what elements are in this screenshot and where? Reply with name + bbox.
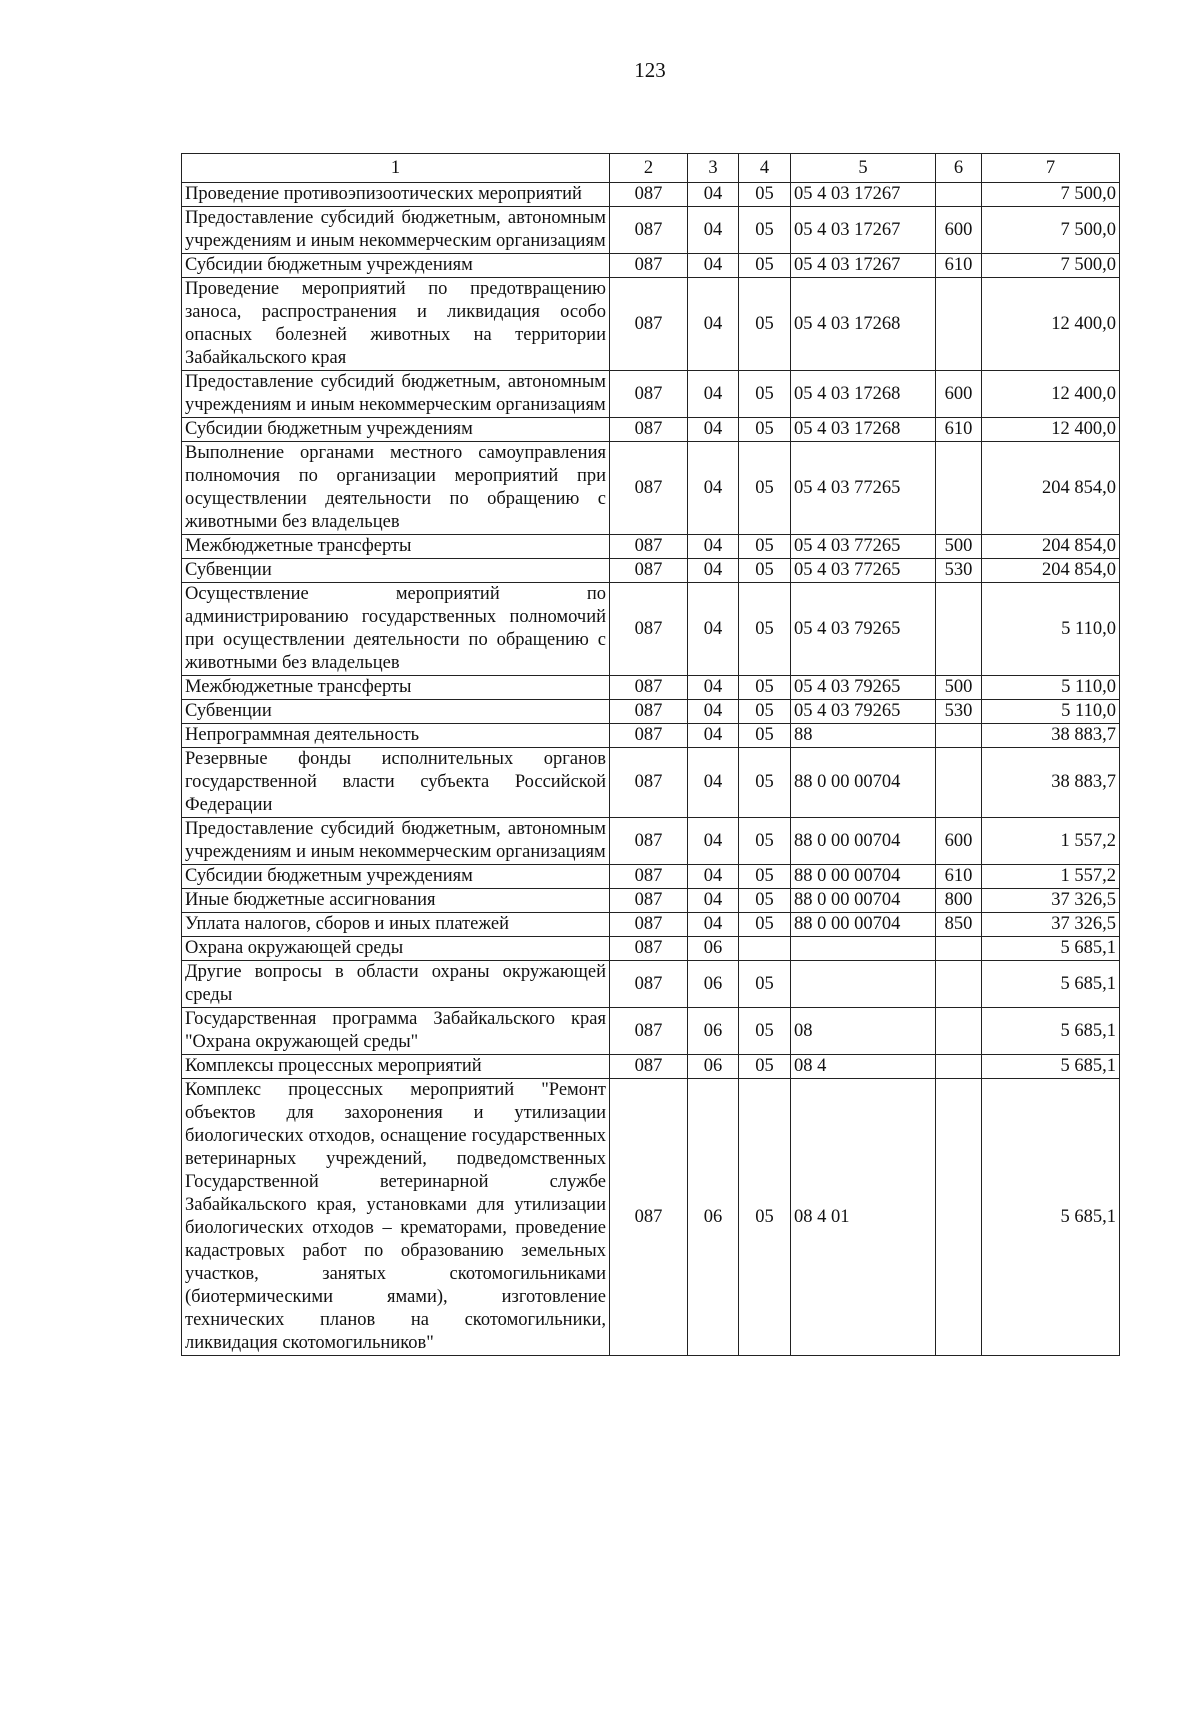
row-pr-code: 05: [739, 961, 791, 1008]
row-csr-code: 88: [791, 724, 936, 748]
row-pr-code: 05: [739, 1008, 791, 1055]
row-rz-code: 04: [688, 418, 739, 442]
row-vr-code: [936, 1008, 982, 1055]
row-csr-code: 05 4 03 17268: [791, 371, 936, 418]
row-vr-code: 610: [936, 865, 982, 889]
row-gr-code: 087: [610, 278, 688, 371]
row-csr-code: [791, 937, 936, 961]
row-pr-code: 05: [739, 371, 791, 418]
row-vr-code: 610: [936, 418, 982, 442]
table-row: [182, 183, 1120, 207]
row-csr-code: 05 4 03 77265: [791, 559, 936, 583]
row-vr-code: 530: [936, 700, 982, 724]
row-csr-code: 05 4 03 17267: [791, 254, 936, 278]
row-pr-code: 05: [739, 442, 791, 535]
row-vr-code: [936, 278, 982, 371]
row-csr-code: 05 4 03 17268: [791, 418, 936, 442]
row-gr-code: 087: [610, 676, 688, 700]
row-rz-code: 04: [688, 254, 739, 278]
row-rz-code: 06: [688, 1079, 739, 1356]
column-header: 3: [688, 154, 739, 183]
row-csr-code: 88 0 00 00704: [791, 865, 936, 889]
row-vr-code: [936, 724, 982, 748]
row-vr-code: [936, 583, 982, 676]
row-amount: 5 685,1: [982, 961, 1120, 1008]
row-amount: 37 326,5: [982, 913, 1120, 937]
table-row: [182, 442, 1120, 535]
row-rz-code: 04: [688, 371, 739, 418]
header-row: [182, 154, 1120, 183]
row-pr-code: 05: [739, 724, 791, 748]
row-rz-code: 04: [688, 583, 739, 676]
row-gr-code: 087: [610, 818, 688, 865]
row-name: Субсидии бюджетным учреждениям: [182, 418, 610, 442]
row-rz-code: 04: [688, 889, 739, 913]
row-amount: 7 500,0: [982, 254, 1120, 278]
column-header: 7: [982, 154, 1120, 183]
table-row: [182, 700, 1120, 724]
row-name: Межбюджетные трансферты: [182, 535, 610, 559]
row-csr-code: 88 0 00 00704: [791, 889, 936, 913]
row-name: Выполнение органами местного самоуправления полномочия по организации мероприятий при осуществлении деятельности по обращению с животными без владельцев: [182, 442, 610, 535]
row-amount: 5 685,1: [982, 1079, 1120, 1356]
row-csr-code: 05 4 03 79265: [791, 676, 936, 700]
row-csr-code: 88 0 00 00704: [791, 818, 936, 865]
table-row: [182, 889, 1120, 913]
row-name: Предоставление субсидий бюджетным, автономным учреждениям и иным некоммерческим организациям: [182, 207, 610, 254]
row-pr-code: 05: [739, 207, 791, 254]
page-number: 123: [634, 58, 666, 82]
row-pr-code: 05: [739, 535, 791, 559]
row-name: Государственная программа Забайкальского края "Охрана окружающей среды": [182, 1008, 610, 1055]
row-name: Субвенции: [182, 559, 610, 583]
row-amount: 5 685,1: [982, 937, 1120, 961]
row-pr-code: 05: [739, 913, 791, 937]
row-csr-code: 08: [791, 1008, 936, 1055]
row-vr-code: [936, 961, 982, 1008]
row-pr-code: 05: [739, 254, 791, 278]
row-rz-code: 06: [688, 1055, 739, 1079]
table-row: [182, 865, 1120, 889]
row-csr-code: 05 4 03 17267: [791, 207, 936, 254]
table-row: [182, 724, 1120, 748]
row-rz-code: 04: [688, 818, 739, 865]
table-row: [182, 254, 1120, 278]
row-amount: 5 110,0: [982, 676, 1120, 700]
table-row: [182, 961, 1120, 1008]
row-amount: 38 883,7: [982, 748, 1120, 818]
row-name: Иные бюджетные ассигнования: [182, 889, 610, 913]
row-name: Комплексы процессных мероприятий: [182, 1055, 610, 1079]
row-rz-code: 04: [688, 865, 739, 889]
row-rz-code: 04: [688, 724, 739, 748]
row-amount: 5 110,0: [982, 700, 1120, 724]
row-gr-code: 087: [610, 183, 688, 207]
row-amount: 204 854,0: [982, 535, 1120, 559]
row-gr-code: 087: [610, 1008, 688, 1055]
table-row: [182, 418, 1120, 442]
row-rz-code: 04: [688, 535, 739, 559]
table-row: [182, 371, 1120, 418]
table-row: [182, 818, 1120, 865]
table-row: [182, 676, 1120, 700]
row-csr-code: 05 4 03 79265: [791, 700, 936, 724]
row-name: Проведение мероприятий по предотвращению заноса, распространения и ликвидация особо опасных болезней животных на территории Забайкальского края: [182, 278, 610, 371]
budget-table: [181, 153, 1120, 1356]
row-csr-code: 08 4 01: [791, 1079, 936, 1356]
row-csr-code: 88 0 00 00704: [791, 748, 936, 818]
row-pr-code: 05: [739, 748, 791, 818]
column-header: 6: [936, 154, 982, 183]
row-name: Субсидии бюджетным учреждениям: [182, 865, 610, 889]
row-pr-code: 05: [739, 1079, 791, 1356]
row-pr-code: 05: [739, 278, 791, 371]
row-vr-code: 530: [936, 559, 982, 583]
row-rz-code: 04: [688, 559, 739, 583]
row-gr-code: 087: [610, 1055, 688, 1079]
row-name: Другие вопросы в области охраны окружающей среды: [182, 961, 610, 1008]
row-amount: 7 500,0: [982, 183, 1120, 207]
table-row: [182, 913, 1120, 937]
row-pr-code: 05: [739, 1055, 791, 1079]
row-amount: 37 326,5: [982, 889, 1120, 913]
row-gr-code: 087: [610, 961, 688, 1008]
row-gr-code: 087: [610, 865, 688, 889]
row-rz-code: 04: [688, 748, 739, 818]
row-csr-code: [791, 961, 936, 1008]
row-amount: 5 685,1: [982, 1008, 1120, 1055]
row-name: Охрана окружающей среды: [182, 937, 610, 961]
row-gr-code: 087: [610, 889, 688, 913]
row-rz-code: 04: [688, 207, 739, 254]
row-vr-code: [936, 1055, 982, 1079]
row-csr-code: 05 4 03 17267: [791, 183, 936, 207]
row-vr-code: 600: [936, 371, 982, 418]
row-gr-code: 087: [610, 535, 688, 559]
row-vr-code: [936, 183, 982, 207]
row-rz-code: 04: [688, 676, 739, 700]
row-amount: 204 854,0: [982, 442, 1120, 535]
row-vr-code: 600: [936, 818, 982, 865]
row-name: Резервные фонды исполнительных органов государственной власти субъекта Российской Федерации: [182, 748, 610, 818]
row-gr-code: 087: [610, 442, 688, 535]
row-rz-code: 04: [688, 442, 739, 535]
row-csr-code: 05 4 03 77265: [791, 442, 936, 535]
row-amount: 5 110,0: [982, 583, 1120, 676]
row-amount: 1 557,2: [982, 865, 1120, 889]
column-header: 4: [739, 154, 791, 183]
row-pr-code: 05: [739, 418, 791, 442]
table-row: [182, 583, 1120, 676]
row-name: Осуществление мероприятий по администрированию государственных полномочий при осуществлении деятельности по обращению с животными без владельцев: [182, 583, 610, 676]
row-pr-code: 05: [739, 559, 791, 583]
row-rz-code: 06: [688, 937, 739, 961]
row-vr-code: [936, 748, 982, 818]
row-pr-code: 05: [739, 889, 791, 913]
row-amount: 204 854,0: [982, 559, 1120, 583]
table-row: [182, 1008, 1120, 1055]
row-rz-code: 04: [688, 183, 739, 207]
row-rz-code: 04: [688, 913, 739, 937]
row-gr-code: 087: [610, 913, 688, 937]
row-name: Межбюджетные трансферты: [182, 676, 610, 700]
row-name: Уплата налогов, сборов и иных платежей: [182, 913, 610, 937]
row-name: Предоставление субсидий бюджетным, автономным учреждениям и иным некоммерческим организациям: [182, 371, 610, 418]
row-amount: 1 557,2: [982, 818, 1120, 865]
table-row: [182, 1055, 1120, 1079]
row-csr-code: 08 4: [791, 1055, 936, 1079]
row-amount: 12 400,0: [982, 278, 1120, 371]
row-vr-code: 850: [936, 913, 982, 937]
row-gr-code: 087: [610, 371, 688, 418]
column-header: 5: [791, 154, 936, 183]
row-amount: 12 400,0: [982, 418, 1120, 442]
row-rz-code: 04: [688, 278, 739, 371]
table-row: [182, 207, 1120, 254]
row-gr-code: 087: [610, 1079, 688, 1356]
table-row: [182, 937, 1120, 961]
row-vr-code: 600: [936, 207, 982, 254]
row-pr-code: 05: [739, 865, 791, 889]
row-vr-code: [936, 1079, 982, 1356]
column-header: 1: [182, 154, 610, 183]
row-gr-code: 087: [610, 583, 688, 676]
row-pr-code: 05: [739, 583, 791, 676]
row-csr-code: 05 4 03 79265: [791, 583, 936, 676]
row-csr-code: 05 4 03 17268: [791, 278, 936, 371]
row-amount: 12 400,0: [982, 371, 1120, 418]
row-vr-code: 800: [936, 889, 982, 913]
row-csr-code: 88 0 00 00704: [791, 913, 936, 937]
table-row: [182, 535, 1120, 559]
row-pr-code: 05: [739, 818, 791, 865]
row-name: Субвенции: [182, 700, 610, 724]
row-amount: 5 685,1: [982, 1055, 1120, 1079]
row-vr-code: [936, 937, 982, 961]
row-gr-code: 087: [610, 254, 688, 278]
row-name: Субсидии бюджетным учреждениям: [182, 254, 610, 278]
row-gr-code: 087: [610, 700, 688, 724]
row-rz-code: 04: [688, 700, 739, 724]
row-vr-code: 610: [936, 254, 982, 278]
row-vr-code: [936, 442, 982, 535]
table-row: [182, 1079, 1120, 1356]
row-vr-code: 500: [936, 676, 982, 700]
row-name: Предоставление субсидий бюджетным, автономным учреждениям и иным некоммерческим организациям: [182, 818, 610, 865]
row-gr-code: 087: [610, 418, 688, 442]
table-row: [182, 559, 1120, 583]
row-pr-code: 05: [739, 183, 791, 207]
row-vr-code: 500: [936, 535, 982, 559]
row-name: Непрограммная деятельность: [182, 724, 610, 748]
row-name: Комплекс процессных мероприятий "Ремонт объектов для захоронения и утилизации биологических отходов, оснащение государственных ветеринарных учреждений, подведомственных Государственной ветеринарной службе Забайкальского края, установками для утилизации биологических отходов – крематорами, проведение кадастровых работ по образованию земельных участков, занятых скотомогильниками (биотермическими ямами), изготовление технических планов на скотомогильники, ликвидация скотомогильников": [182, 1079, 610, 1356]
row-rz-code: 06: [688, 1008, 739, 1055]
row-pr-code: [739, 937, 791, 961]
row-gr-code: 087: [610, 724, 688, 748]
row-csr-code: 05 4 03 77265: [791, 535, 936, 559]
row-gr-code: 087: [610, 207, 688, 254]
row-gr-code: 087: [610, 937, 688, 961]
row-rz-code: 06: [688, 961, 739, 1008]
row-amount: 7 500,0: [982, 207, 1120, 254]
row-pr-code: 05: [739, 676, 791, 700]
row-name: Проведение противоэпизоотических мероприятий: [182, 183, 610, 207]
column-header: 2: [610, 154, 688, 183]
table-row: [182, 748, 1120, 818]
row-gr-code: 087: [610, 559, 688, 583]
table-row: [182, 278, 1120, 371]
row-pr-code: 05: [739, 700, 791, 724]
row-amount: 38 883,7: [982, 724, 1120, 748]
row-gr-code: 087: [610, 748, 688, 818]
